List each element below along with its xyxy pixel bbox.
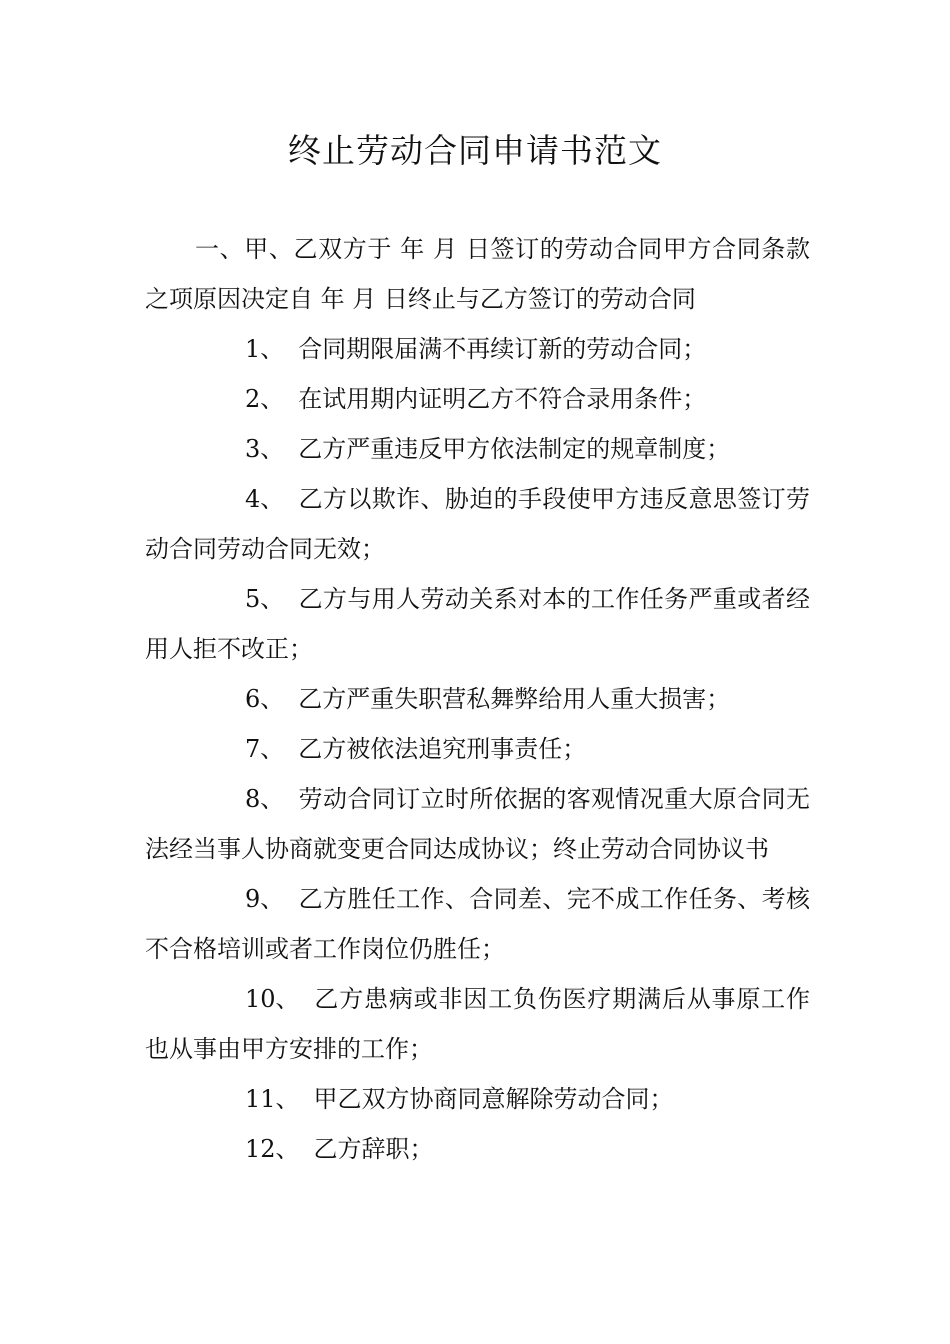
list-item-number: 10、: [245, 985, 300, 1013]
list-item-number: 11、: [245, 1085, 300, 1113]
list-item: [145, 874, 810, 974]
list-item: [145, 574, 810, 674]
list-item-text: 合同期限届满不再续订新的劳动合同；: [298, 335, 707, 363]
list-item-number: 4、: [245, 485, 285, 513]
list-item: [145, 424, 810, 474]
list-item-number: 3、: [245, 435, 285, 463]
document-title: 终止劳动合同申请书范文: [288, 131, 662, 170]
list-item: [145, 1074, 810, 1124]
list-item-text: 乙方患病或非因工负伤医疗期满后从事原工作也从事由甲方安排的工作；: [145, 985, 810, 1063]
list-item: [145, 774, 810, 874]
list-item: [145, 724, 810, 774]
list-item-text: 乙方被依法追究刑事责任；: [298, 735, 587, 763]
intro-paragraph: 一、甲、乙双方于 年 月 日签订的劳动合同甲方合同条款之项原因决定自 年 月 日终止与乙方签订的劳动合同: [145, 235, 810, 313]
list-item: [145, 474, 810, 574]
list-item-number: 5、: [245, 585, 285, 613]
list-item-number: 1、: [245, 335, 285, 363]
list-item-number: 7、: [245, 735, 285, 763]
list-item-text: 在试用期内证明乙方不符合录用条件；: [298, 385, 707, 413]
list-item-number: 2、: [245, 385, 285, 413]
list-item-text: 甲乙双方协商同意解除劳动合同；: [313, 1085, 674, 1113]
list-item: [145, 674, 810, 724]
list-item: [145, 1124, 810, 1174]
list-item-number: 9、: [245, 885, 285, 913]
list-item-text: 乙方以欺诈、胁迫的手段使甲方违反意思签订劳动合同劳动合同无效；: [145, 485, 810, 563]
list-item-text: 乙方胜任工作、合同差、完不成工作任务、考核不合格培训或者工作岗位仍胜任；: [145, 885, 810, 963]
list-item-text: 乙方辞职；: [313, 1135, 434, 1163]
list-item-number: 6、: [245, 685, 285, 713]
list-item: [145, 974, 810, 1074]
list-item-text: 乙方严重失职营私舞弊给用人重大损害；: [298, 685, 731, 713]
list-item: [145, 324, 810, 374]
list-item-text: 劳动合同订立时所依据的客观情况重大原合同无法经当事人协商就变更合同达成协议；终止劳动合同协议书: [145, 785, 810, 863]
list-item-text: 乙方严重违反甲方依法制定的规章制度；: [298, 435, 731, 463]
list-item: [145, 374, 810, 424]
list-item-number: 12、: [245, 1135, 300, 1163]
list-item-text: 乙方与用人劳动关系对本的工作任务严重或者经用人拒不改正；: [145, 585, 810, 663]
list-item-number: 8、: [245, 785, 285, 813]
document-body: [145, 224, 810, 1174]
